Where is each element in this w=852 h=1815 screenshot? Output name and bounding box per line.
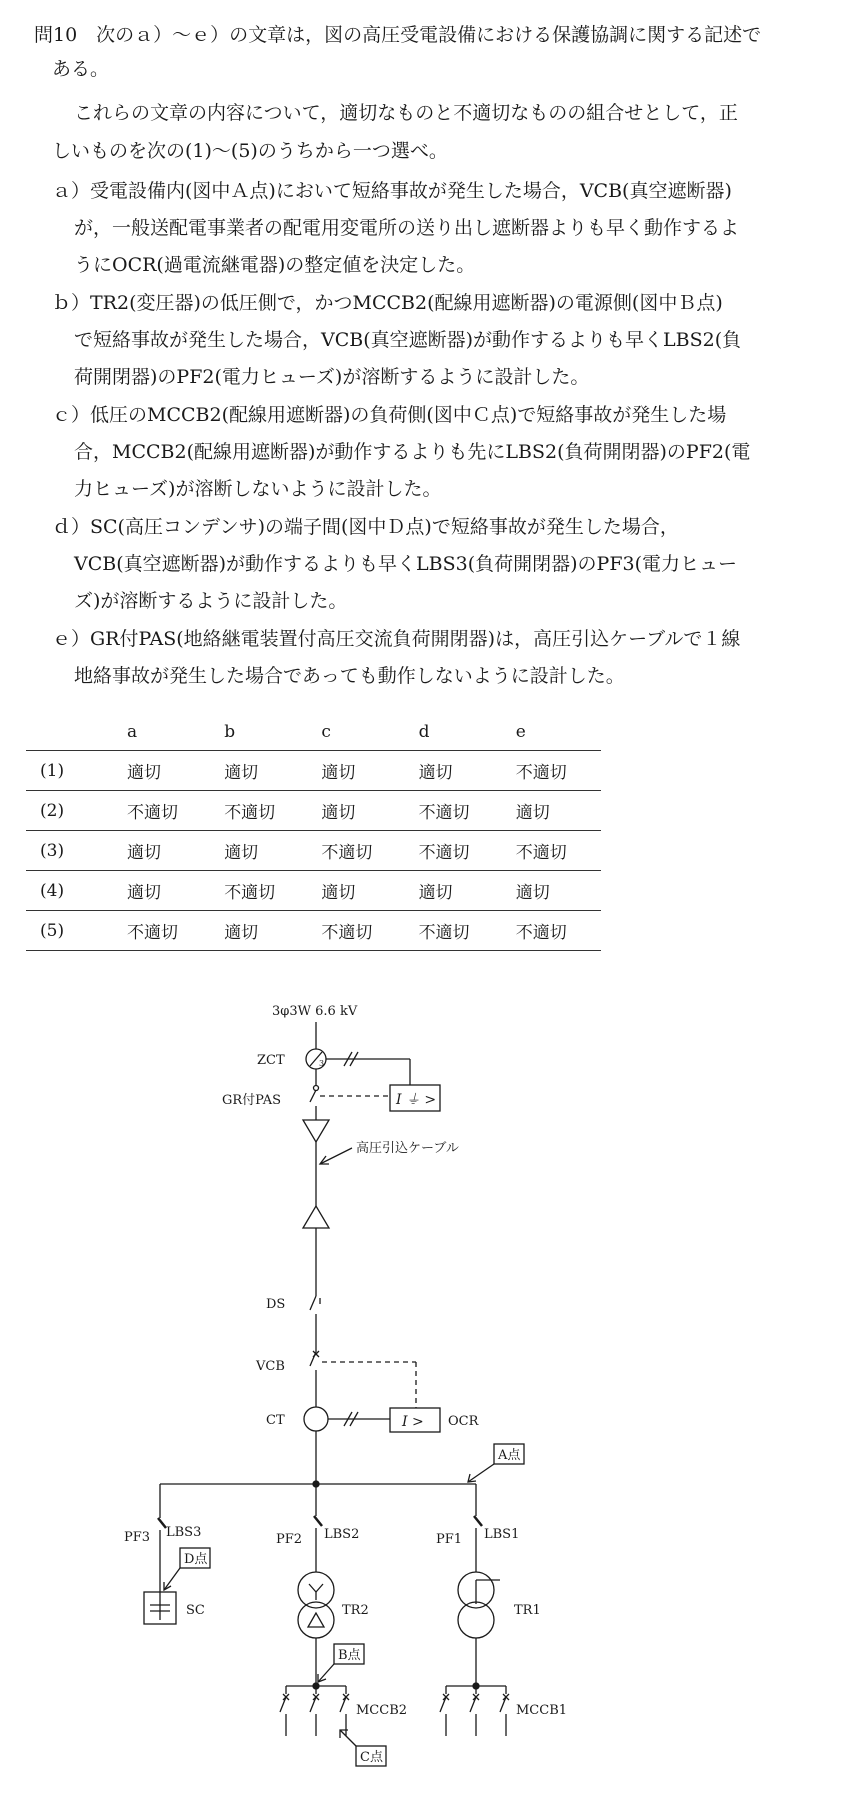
statement-c-line-1: ｃ）低圧のMCCB2(配線用遮断器)の負荷側(図中Ｃ点)で短絡事故が発生した場: [52, 404, 727, 426]
lbs1-label: LBS1: [484, 1527, 520, 1542]
table-header-cell: d: [418, 722, 430, 742]
table-cell: 適切: [504, 871, 601, 911]
lbs3-label: LBS3: [166, 1525, 202, 1540]
table-cell: 不適切: [504, 911, 601, 951]
table-cell: (4): [26, 871, 115, 911]
answer-table: [26, 714, 601, 951]
statement-c-line-3: 力ヒューズ)が溶断しないように設計した。: [74, 478, 442, 500]
table-row: [26, 831, 601, 871]
table-cell: (5): [26, 911, 115, 951]
ct-symbol: [304, 1407, 328, 1431]
instruction-line-2: しいものを次の(1)〜(5)のうちから一つ選べ。: [52, 140, 448, 162]
statement-b-line-2: で短絡事故が発生した場合，VCB(真空遮断器)が動作するよりも早くLBS2(負: [74, 329, 742, 351]
table-cell: 不適切: [115, 791, 212, 831]
statement-a-line-2: が，一般送配電事業者の配電用変電所の送り出し遮断器よりも早く動作するよ: [74, 217, 740, 239]
tr2-wye-right: [316, 1584, 323, 1592]
table-row: [26, 911, 601, 951]
table-cell: 不適切: [309, 831, 406, 871]
table-cell: 適切: [212, 831, 309, 871]
table-cell: 適切: [115, 871, 212, 911]
tr1-label: TR1: [514, 1603, 541, 1618]
pf3-label: PF3: [124, 1530, 151, 1545]
mccb2-label: MCCB2: [356, 1703, 408, 1718]
table-cell: 不適切: [504, 751, 601, 791]
table-row: [26, 871, 601, 911]
supply-label: 3φ3W 6.6 kV: [272, 1004, 358, 1019]
table-cell: 不適切: [115, 911, 212, 951]
pas-contact: [314, 1086, 319, 1091]
tr2-label: TR2: [342, 1603, 369, 1618]
table-cell: 不適切: [407, 911, 504, 951]
ocr-relay-label: I >: [402, 1414, 424, 1430]
gr-relay-label: I ⏚ >: [396, 1092, 437, 1108]
instruction-line-1: これらの文章の内容について，適切なものと不適切なものの組合せとして，正: [74, 102, 738, 124]
table-header-cell: b: [224, 722, 236, 742]
table-row: [26, 751, 601, 791]
pas-label: GR付PAS: [222, 1093, 282, 1108]
statement-d-line-1: ｄ）SC(高圧コンデンサ)の端子間(図中Ｄ点)で短絡事故が発生した場合，: [52, 516, 679, 538]
point-c-leader: [340, 1730, 356, 1746]
table-cell: 適切: [212, 751, 309, 791]
vcb-label: VCB: [256, 1359, 285, 1374]
table-header-cell: c: [321, 722, 331, 742]
pf2-label: PF2: [276, 1532, 303, 1547]
table-cell: 適切: [309, 791, 406, 831]
table-header-cell: a: [127, 722, 138, 742]
table-cell: 適切: [212, 911, 309, 951]
lbs2-label: LBS2: [324, 1527, 360, 1542]
table-cell: 不適切: [407, 791, 504, 831]
sc-label: SC: [186, 1603, 205, 1618]
ds-switch: [310, 1296, 316, 1310]
table-header-cell: [26, 714, 115, 751]
pas-switch: [310, 1090, 316, 1102]
ds-label: DS: [266, 1297, 286, 1312]
table-cell: 適切: [115, 751, 212, 791]
ocr-label: OCR: [448, 1414, 479, 1429]
statement-a-line-3: うにOCR(過電流継電器)の整定値を決定した。: [74, 254, 476, 276]
table-cell: 不適切: [212, 871, 309, 911]
question-header: 問10 次のａ）〜ｅ）の文章は，図の高圧受電設備における保護協調に関する記述で: [34, 24, 762, 46]
statement-e-line-1: ｅ）GR付PAS(地絡継電装置付高圧交流負荷開閉器)は，高圧引込ケーブルで１線: [52, 628, 741, 650]
table-cell: 不適切: [504, 831, 601, 871]
table-cell: 適切: [504, 791, 601, 831]
table-cell: 不適切: [212, 791, 309, 831]
tr2-delta: [308, 1613, 324, 1627]
point-d-label: D点: [184, 1552, 208, 1567]
tr2-wye-left: [309, 1584, 316, 1592]
statement-c-line-2: 合，MCCB2(配線用遮断器)が動作するよりも先にLBS2(負荷開閉器)のPF2(電: [74, 441, 751, 463]
cable-head-top: [303, 1120, 329, 1142]
cable-leader: [320, 1148, 352, 1164]
statement-d-line-3: ズ)が溶断するように設計した。: [74, 590, 348, 612]
table-cell: 不適切: [309, 911, 406, 951]
table-cell: 適切: [309, 871, 406, 911]
point-a-label: A点: [498, 1448, 521, 1463]
pf1-fuse: [474, 1516, 482, 1526]
table-cell: 適切: [407, 751, 504, 791]
table-cell: (3): [26, 831, 115, 871]
point-b-label: B点: [338, 1648, 361, 1663]
table-cell: (1): [26, 751, 115, 791]
statement-b-line-3: 荷開閉器)のPF2(電力ヒューズ)が溶断するように設計した。: [74, 366, 590, 388]
question-header-cont: ある。: [52, 58, 110, 80]
statement-e-line-2: 地絡事故が発生した場合であっても動作しないように設計した。: [74, 665, 625, 687]
table-header-row: [26, 714, 601, 751]
cable-head-bottom: [303, 1206, 329, 1228]
table-header-cell: e: [515, 722, 526, 742]
table-cell: 不適切: [407, 831, 504, 871]
ct-label: CT: [266, 1413, 285, 1428]
statement-b-line-1: ｂ）TR2(変圧器)の低圧側で，かつMCCB2(配線用遮断器)の電源側(図中Ｂ点): [52, 292, 723, 314]
point-d-leader: [164, 1568, 180, 1590]
table-cell: 適切: [309, 751, 406, 791]
table-cell: 適切: [407, 871, 504, 911]
table-cell: (2): [26, 791, 115, 831]
statement-a-line-1: ａ）受電設備内(図中Ａ点)において短絡事故が発生した場合，VCB(真空遮断器): [52, 180, 732, 202]
pf2-fuse: [314, 1516, 322, 1526]
point-a-leader: [468, 1464, 494, 1482]
single-line-diagram: [0, 980, 852, 1815]
table-cell: 適切: [115, 831, 212, 871]
table-row: [26, 791, 601, 831]
cable-label: 高圧引込ケーブル: [356, 1141, 459, 1156]
statement-d-line-2: VCB(真空遮断器)が動作するよりも早くLBS3(負荷開閉器)のPF3(電力ヒュー: [74, 553, 738, 575]
zct-ratio: 3: [319, 1059, 325, 1068]
zct-label: ZCT: [257, 1053, 285, 1068]
point-c-label: C点: [360, 1750, 383, 1765]
pf3-fuse: [158, 1518, 166, 1528]
mccb1-label: MCCB1: [516, 1703, 568, 1718]
pf1-label: PF1: [436, 1532, 463, 1547]
